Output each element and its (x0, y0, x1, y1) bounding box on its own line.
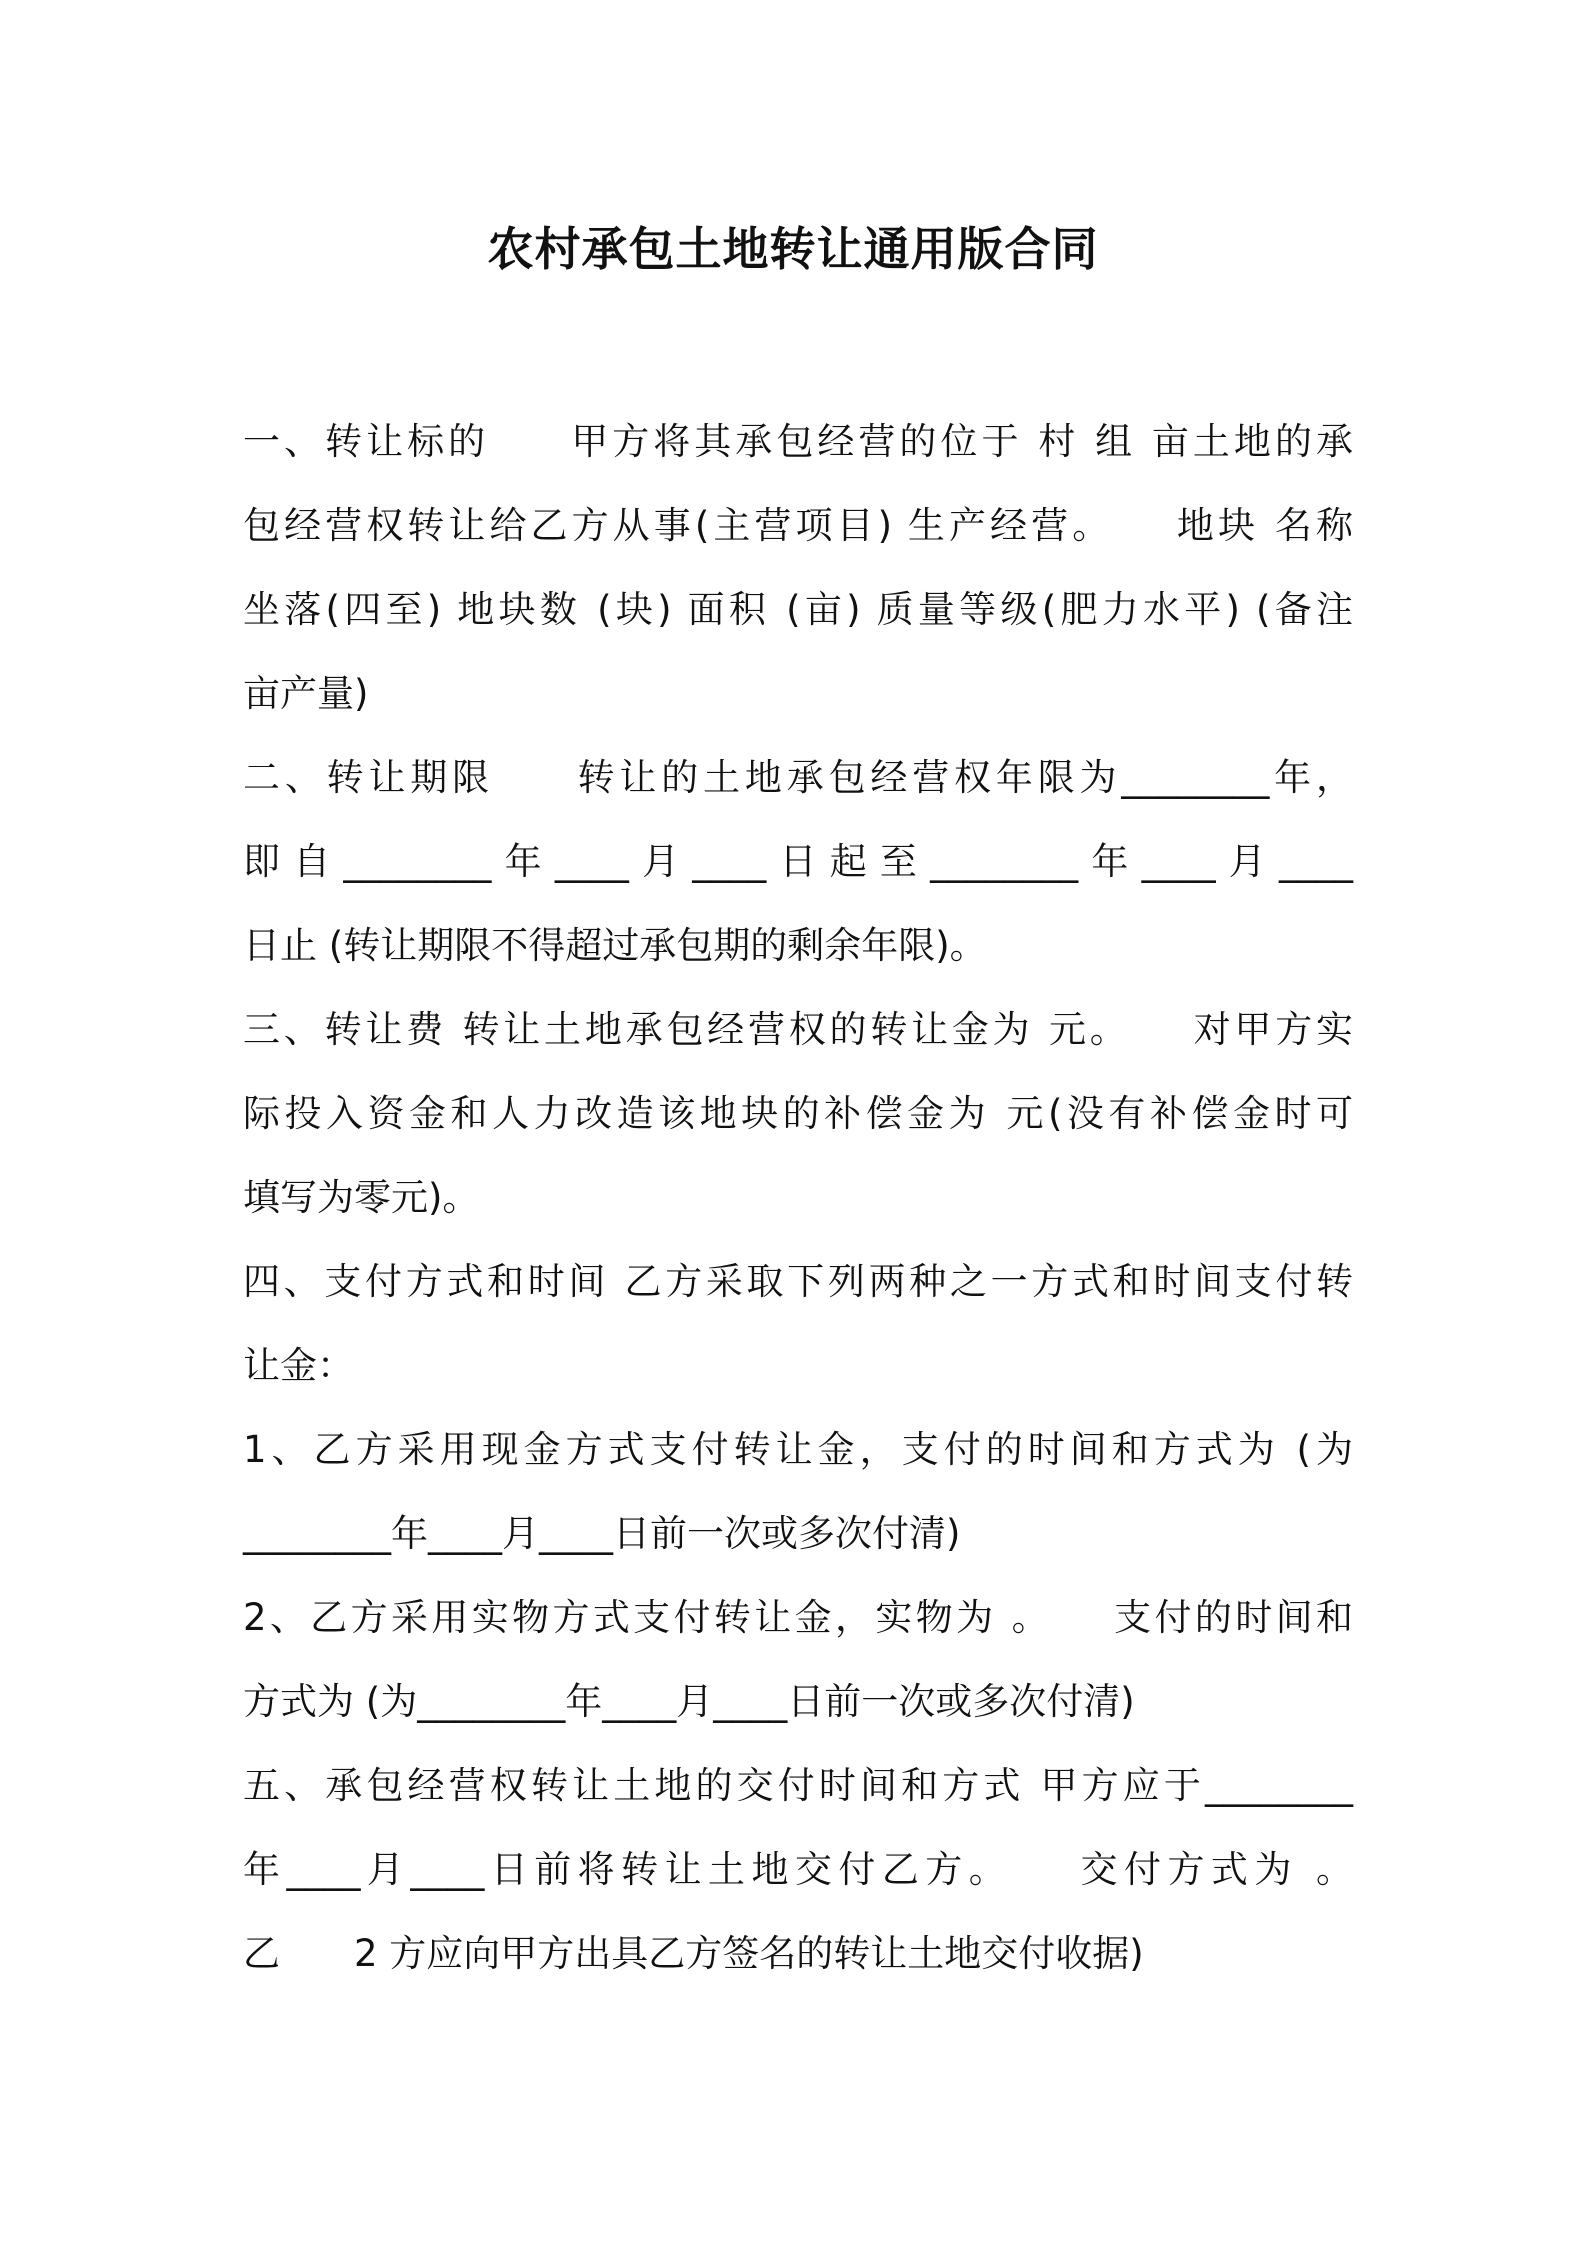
document-line: 年____月____日前将转让土地交付乙方。 交付方式为 。 (243, 1848, 1353, 1891)
document-body (243, 400, 1353, 1996)
document-line: 2、乙方采用实物方式支付转让金，实物为 。 支付的时间和 (243, 1596, 1353, 1639)
document-line: 四、支付方式和时间 乙方采取下列两种之一方式和时间支付转 (243, 1260, 1353, 1303)
document-line: 即自________年____月____日起至________年____月____ (243, 840, 1353, 883)
document-line: 1、乙方采用现金方式支付转让金，支付的时间和方式为 (为 (243, 1428, 1353, 1471)
document-line: ________年____月____日前一次或多次付清) (243, 1512, 961, 1555)
document-line: 亩产量) (243, 672, 369, 715)
document-line: 三、转让费 转让土地承包经营权的转让金为 元。 对甲方实 (243, 1008, 1353, 1051)
document-line: 一、转让标的 甲方将其承包经营的位于 村 组 亩土地的承 (243, 420, 1353, 463)
document-line: 日止 (转让期限不得超过承包期的剩余年限)。 (243, 924, 987, 967)
document-line: 五、承包经营权转让土地的交付时间和方式 甲方应于________ (243, 1764, 1353, 1807)
document-line: 方式为 (为________年____月____日前一次或多次付清) (243, 1680, 1135, 1723)
document-title: 农村承包土地转让通用版合同 (487, 222, 1099, 276)
document-line: 坐落(四至) 地块数 (块) 面积 (亩) 质量等级(肥力水平) (备注 (243, 588, 1353, 631)
document-line: 让金： (243, 1344, 354, 1387)
document-line: 乙 2 方应向甲方出具乙方签名的转让土地交付收据) (243, 1932, 1144, 1975)
document-line: 二、转让期限 转让的土地承包经营权年限为________年， (243, 756, 1353, 799)
document-line: 填写为零元)。 (243, 1176, 480, 1219)
document-line: 包经营权转让给乙方从事(主营项目) 生产经营。 地块 名称 (243, 504, 1353, 547)
document-line: 际投入资金和人力改造该地块的补偿金为 元(没有补偿金时可 (243, 1092, 1353, 1135)
